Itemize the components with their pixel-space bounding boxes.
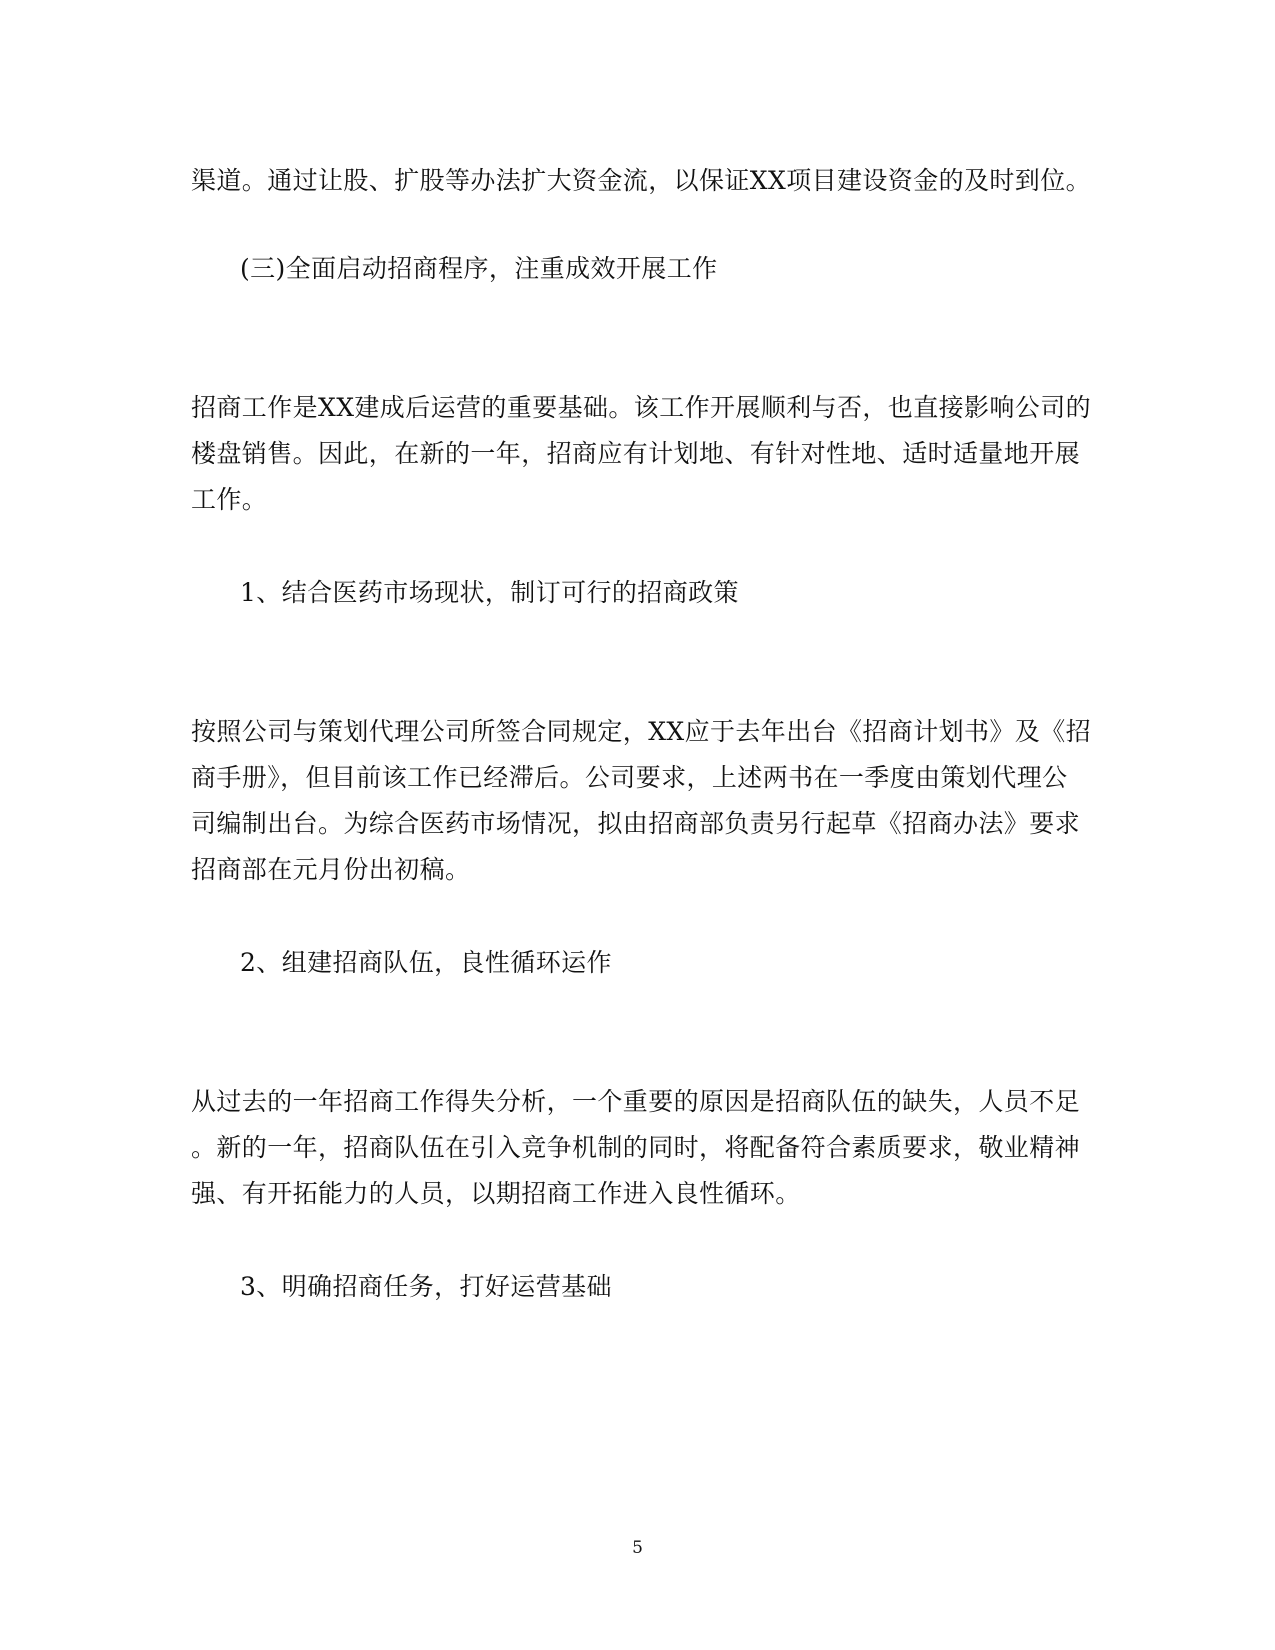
paragraph-line: 强、有开拓能力的人员，以期招商工作进入良性循环。 [191, 1179, 801, 1208]
paragraph-line: 楼盘销售。因此，在新的一年，招商应有计划地、有针对性地、适时适量地开展 [191, 439, 1081, 468]
subsection-heading: 1、结合医药市场现状，制订可行的招商政策 [240, 578, 739, 607]
subsection-heading: 2、组建招商队伍，良性循环运作 [240, 948, 612, 977]
page-number: 5 [632, 1538, 643, 1558]
paragraph-line: 渠道。通过让股、扩股等办法扩大资金流，以保证XX项目建设资金的及时到位。 [191, 166, 1091, 195]
paragraph-line: 按照公司与策划代理公司所签合同规定，XX应于去年出台《招商计划书》及《招 [191, 717, 1091, 746]
section-heading: (三)全面启动招商程序，注重成效开展工作 [240, 254, 718, 283]
paragraph-line: 工作。 [191, 485, 268, 514]
paragraph-line: 商手册》，但目前该工作已经滞后。公司要求，上述两书在一季度由策划代理公 [191, 763, 1068, 792]
paragraph-line: 司编制出台。为综合医药市场情况，拟由招商部负责另行起草《招商办法》要求 [191, 809, 1081, 838]
paragraph-line: 招商工作是XX建成后运营的重要基础。该工作开展顺利与否，也直接影响公司的 [191, 393, 1091, 422]
subsection-heading: 3、明确招商任务，打好运营基础 [240, 1272, 612, 1301]
paragraph-line: 。新的一年，招商队伍在引入竞争机制的同时，将配备符合素质要求，敬业精神 [191, 1133, 1081, 1162]
paragraph-line: 从过去的一年招商工作得失分析，一个重要的原因是招商队伍的缺失，人员不足 [191, 1087, 1081, 1116]
paragraph-line: 招商部在元月份出初稿。 [191, 855, 471, 884]
